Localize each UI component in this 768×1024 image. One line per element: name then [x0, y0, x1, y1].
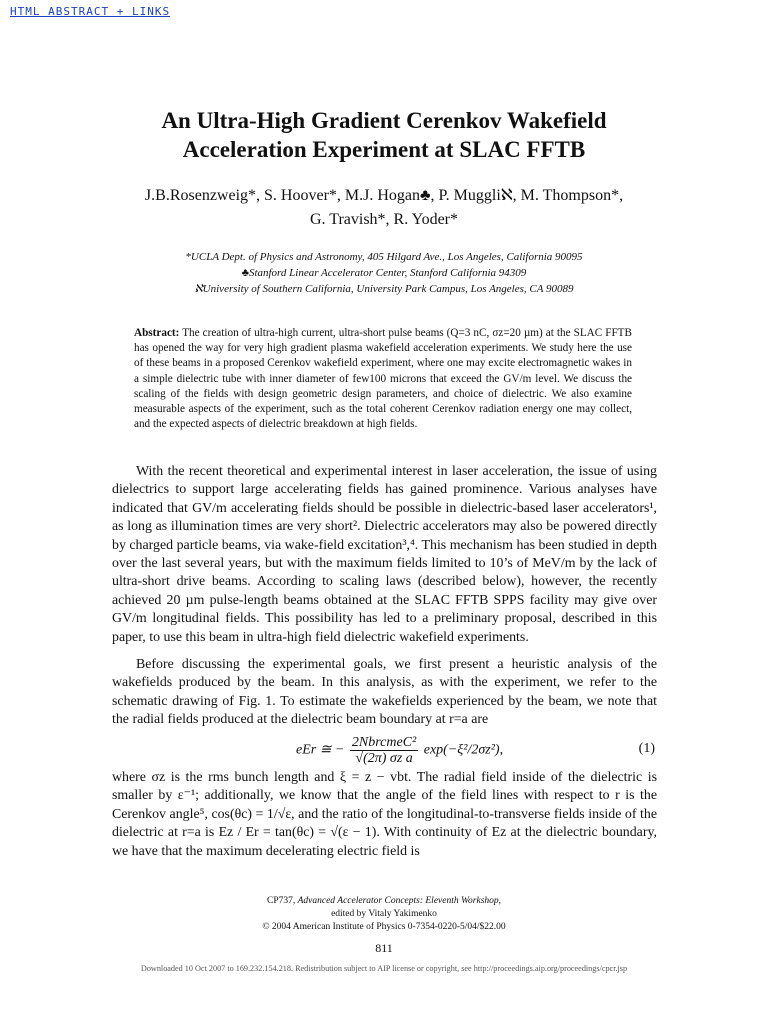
footer-copyright: © 2004 American Institute of Physics 0-7354-0220-5/04/$22.00 — [262, 922, 506, 932]
equation-1 — [112, 731, 657, 767]
author-list — [60, 184, 708, 232]
publication-footer — [0, 895, 768, 934]
equation-lhs: eEr ≅ − — [296, 742, 345, 758]
equation-fraction — [350, 735, 418, 766]
footer-editor: edited by Vitaly Yakimenko — [331, 909, 437, 919]
abstract-text: The creation of ultra-high current, ultra-short pulse beams (Q=3 nC, σz=20 µm) at the SLAC FFTB has opened the way for very high gradient plasma wakefield acceleration experiments. We study here the use of these beams in a proposed Cerenkov wakefield experiment, where one may excite electromagnetic wakes in a simple dielectric tube with inner diameter of few100 microns that exceed the GV/m level. We discuss the scaling of the fields with design geometric design parameters, and choice of dielectric. We also examine measurable aspects of the experiment, such as the total coherent Cerenkov radiation energy one may collect, and the expected aspects of dielectric breakdown at high fields. — [134, 327, 632, 431]
page-number: 811 — [375, 941, 393, 955]
footer-cp-number: CP737, — [266, 896, 298, 906]
affiliation-ucla: *UCLA Dept. of Physics and Astronomy, 405 Hilgard Ave., Los Angeles, California 90095 — [185, 251, 583, 263]
affiliation-slac: ♣Stanford Linear Accelerator Center, Stanford California 94309 — [241, 267, 527, 279]
title-line-2: Acceleration Experiment at SLAC FFTB — [182, 137, 586, 162]
html-abstract-links-link[interactable]: HTML ABSTRACT + LINKS — [10, 5, 171, 18]
equation-numerator: 2NbrcmeC² — [351, 735, 417, 750]
paper-title — [0, 106, 768, 164]
footer-line-1 — [0, 895, 768, 908]
paragraph-3: where σz is the rms bunch length and ξ = z − vbt. The radial field inside of the dielectric is smaller by ε⁻¹; additionally, we know that the angle of the field lines with respect to r is the Cerenkov angle⁵, cos(θc) = 1/√ε, and the ratio of the longitudinal-to-transverse fields inside of the dielectric at r=a is Ez / Er = tan(θc) = √(ε − 1). With continuity of Ez at the dielectric boundary, we have that the maximum decelerating electric field is — [112, 770, 657, 859]
equation-formula — [296, 735, 503, 766]
equation-number: (1) — [638, 741, 655, 756]
footer-workshop-title: Advanced Accelerator Concepts: Eleventh Workshop, — [297, 896, 502, 906]
affiliation-usc: ℵUniversity of Southern California, University Park Campus, Los Angeles, CA 90089 — [194, 283, 574, 295]
equation-rhs: exp(−ξ²/2σz²), — [423, 742, 504, 758]
abstract — [134, 326, 632, 432]
equation-denominator: √(2π) σz a — [355, 751, 413, 766]
download-notice: Downloaded 10 Oct 2007 to 169.232.154.218. Redistribution subject to AIP license or copyright, see http://proceedings.aip.org/proceedings/cpcr.jsp — [140, 964, 628, 973]
authors-line-2: G. Travish*, R. Yoder* — [309, 211, 459, 228]
title-line-1: An Ultra-High Gradient Cerenkov Wakefield — [161, 108, 607, 133]
abstract-label: Abstract: — [134, 327, 180, 339]
affiliations — [60, 249, 708, 297]
authors-line-1: J.B.Rosenzweig*, S. Hoover*, M.J. Hogan♣, P. Muggliℵ, M. Thompson*, — [144, 187, 624, 204]
paragraph-2: Before discussing the experimental goals, we first present a heuristic analysis of the wakefields produced by the beam. In this analysis, as with the experiment, we refer to the schematic drawing of Fig. 1. To estimate the wakefields experienced by the beam, we note that the radial fields produced at the dielectric beam boundary at r=a are — [112, 657, 657, 728]
paragraph-1: With the recent theoretical and experimental interest in laser acceleration, the issue of using dielectrics to support large accelerating fields has gained prominence. Various analyses have indicated that GV/m accelerating fields should be possible in dielectric-based laser accelerators¹, as long as illumination times are very short². Dielectric accelerators may also be powered directly by charged particle beams, via wake-field excitation³,⁴. This mechanism has been studied in depth over the last several years, but with the maximum fields limited to 10’s of MeV/m by the lack of ultra-short drive beams. According to scaling laws (described below), however, the recently achieved 20 µm pulse-length beams obtained at the SLAC FFTB SPPS facility may give over GV/m longitudinal fields. This possibility has led to a preliminary proposal, described in this paper, to use this beam in ultra-high field dielectric wakefield experiments. — [112, 464, 657, 645]
